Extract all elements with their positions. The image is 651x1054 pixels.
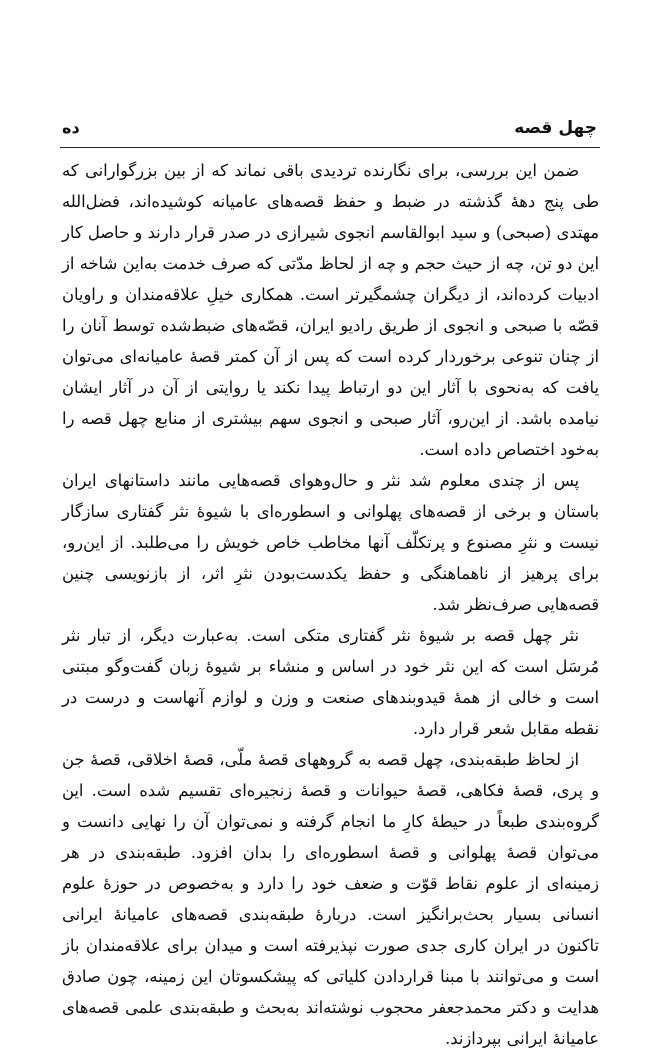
paragraph: ضمن این بررسی، برای نگارنده تردیدی باقی نماند که از بین بزرگوارانی که طی پنج دههٔ گذشته در ضبط و حفظ قصه‌های عامیانه کوشیده‌اند، فضل‌الله مهتدی (صبحی) و سید ابوالقاسم انجوی شیرازی در صدر قرار دارند و حاصل کار این دو تن، چه از حیث حجم و چه از لحاظ مدّتی که صرف خدمت به‌این شاخه از ادبیات کرده‌اند، از دیگران چشمگیرتر است. همکاری خیلِ علاقه‌مندان و راویان قصّه با صبحی و انجوی از طریق رادیو ایران، قصّه‌های ضبط‌شده توسط آنان را از چنان تنوعی برخوردار کرده است که پس از آن کمتر قصهٔ عامیانه‌ای می‌توان یافت که به‌نحوی با آثار این دو ارتباط پیدا نکند یا روایتی از آن در آثار ایشان نیامده باشد. از این‌رو، آثار صبحی و انجوی سهم بیشتری از منابع چهل قصه را به‌خود اختصاص داده است.	[62, 161, 599, 459]
page-number: ده	[62, 118, 80, 137]
paragraph: پس از چندی معلوم شد نثر و حال‌وهوای قصه‌هایی مانند داستانهای ایران باستان و برخی از قصه‌های پهلوانی و اسطوره‌ای با شیوهٔ نثر گفتاری سازگار نیست و نثرِ مصنوع و پرتکلّف آنها مخاطب خاص خویش را می‌طلبد. از این‌رو، برای پرهیز از ناهماهنگی و حفظ یکدست‌بودن نثرِ اثر، از بازنویسی چنین قصه‌هایی صرف‌نظر شد.	[62, 471, 599, 614]
header-rule	[60, 147, 600, 148]
paragraph: از لحاظ طبقه‌بندی، چهل قصه به گروههای قصهٔ ملّی، قصهٔ اخلاقی، قصهٔ جن و پری، قصهٔ فکاهی، قصهٔ حیوانات و قصهٔ زنجیره‌ای تقسیم شده است. این گروه‌بندی طبعاً در حیطهٔ کارِ ما انجام گرفته و نمی‌توان آن را نهایی دانست و می‌توان قصهٔ پهلوانی و قصهٔ اسطوره‌ای را بدان افزود. طبقه‌بندی در هر زمینه‌ای از علوم نقاط قوّت و ضعف خود را دارد و به‌خصوص در حوزهٔ علوم انسانی بسیار بحث‌برانگیز است. دربارهٔ طبقه‌بندی قصه‌های عامیانهٔ ایرانی تاکنون در ایران کاری جدی صورت نپذیرفته است و میدان برای علاقه‌مندان باز است و می‌توانند با مبنا قراردادن کلیاتی که پیشکسوتان این زمینه، چون صادق هدایت و دکتر محمدجعفر محجوب نوشته‌اند به‌بحث و طبقه‌بندی علمی قصه‌های عامیانهٔ ایرانی بپردازند.	[62, 750, 599, 1048]
paragraph: نثر چهل قصه بر شیوهٔ نثر گفتاری متکی است. به‌عبارت دیگر، از تبار نثر مُرسَل است که این نثر خود در اساس و منشاء بر شیوهٔ زبان گفت‌وگو مبتنی است و خالی از همهٔ قیدوبندهای صنعت و وزن و لوازم آنهاست و درست در نقطه مقابل شعر قرار دارد.	[62, 626, 599, 738]
running-header	[62, 118, 597, 140]
running-title: چهل قصه	[514, 118, 597, 138]
body-text	[62, 155, 599, 1054]
